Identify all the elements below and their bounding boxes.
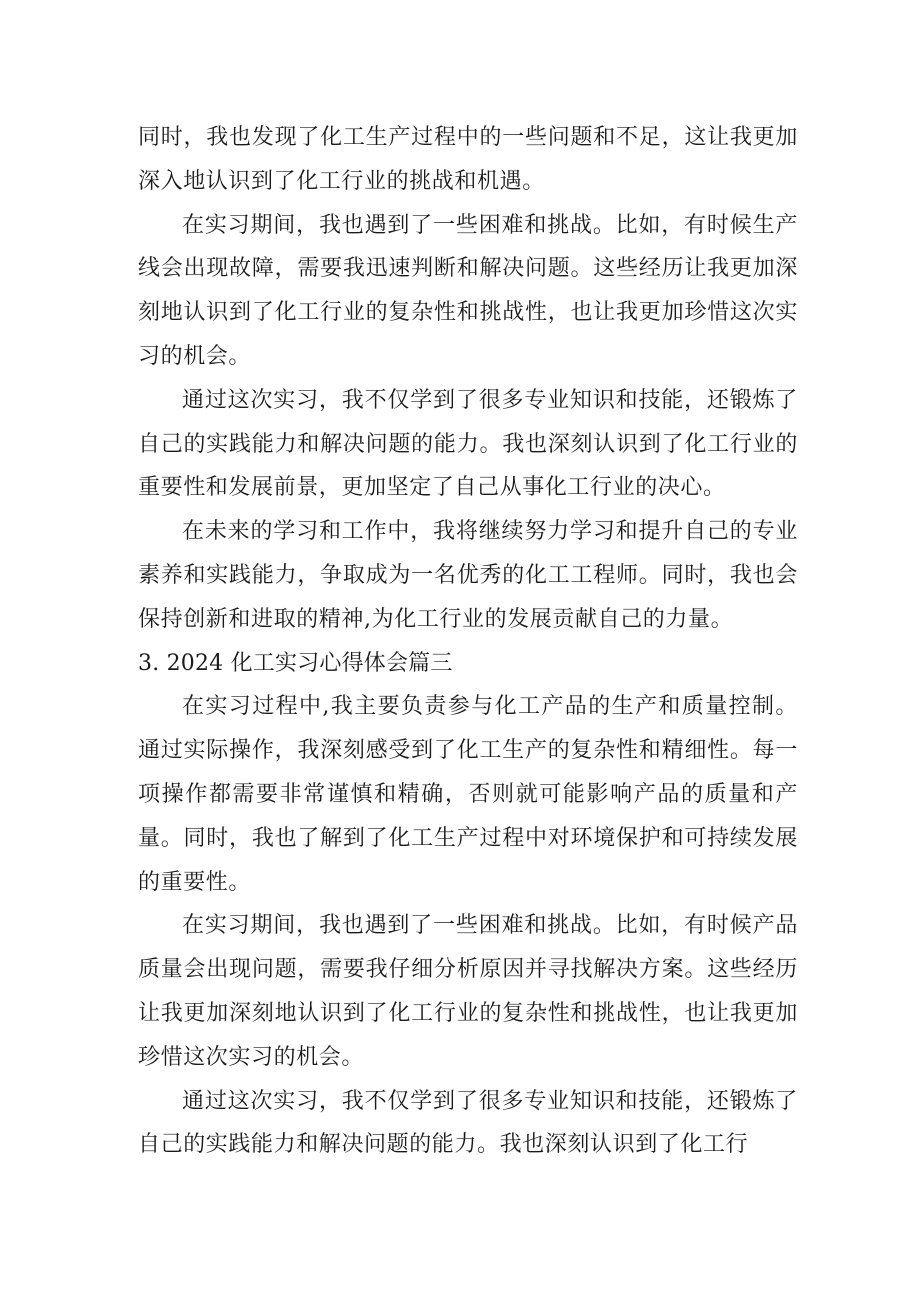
paragraph: 通过这次实习，我不仅学到了很多专业知识和技能，还锻炼了自己的实践能力和解决问题的能力。我也深刻认识到了化工行业的重要性和发展前景，更加坚定了自己从事化工行业的决心。 [138, 387, 798, 501]
paragraph: 在实习期间，我也遇到了一些困难和挑战。比如，有时候产品质量会出现问题，需要我仔细分析原因并寻找解决方案。这些经历让我更加深刻地认识到了化工行业的复杂性和挑战性，也让我更加珍惜这次实习的机会。 [138, 913, 798, 1070]
paragraph: 在实习期间，我也遇到了一些困难和挑战。比如，有时候生产线会出现故障，需要我迅速判断和解决问题。这些经历让我更加深刻地认识到了化工行业的复杂性和挑战性，也让我更加珍惜这次实习的机会。 [138, 212, 798, 369]
paragraph: 在未来的学习和工作中，我将继续努力学习和提升自己的专业素养和实践能力，争取成为一名优秀的化工工程师。同时，我也会保持创新和进取的精神,为化工行业的发展贡献自己的力量。 [138, 519, 798, 632]
section-heading: 3. 2024 化工实习心得体会篇三 [138, 650, 453, 676]
document-body [138, 116, 798, 1167]
paragraph: 通过这次实习，我不仅学到了很多专业知识和技能，还锻炼了自己的实践能力和解决问题的能力。我也深刻认识到了化工行 [138, 1088, 798, 1158]
paragraph: 在实习过程中,我主要负责参与化工产品的生产和质量控制。通过实际操作，我深刻感受到了化工生产的复杂性和精细性。每一项操作都需要非常谨慎和精确，否则就可能影响产品的质量和产量。同时，我也了解到了化工生产过程中对环境保护和可持续发展的重要性。 [138, 694, 798, 895]
paragraph-continuation: 同时，我也发现了化工生产过程中的一些问题和不足，这让我更加深入地认识到了化工行业的挑战和机遇。 [138, 125, 798, 194]
